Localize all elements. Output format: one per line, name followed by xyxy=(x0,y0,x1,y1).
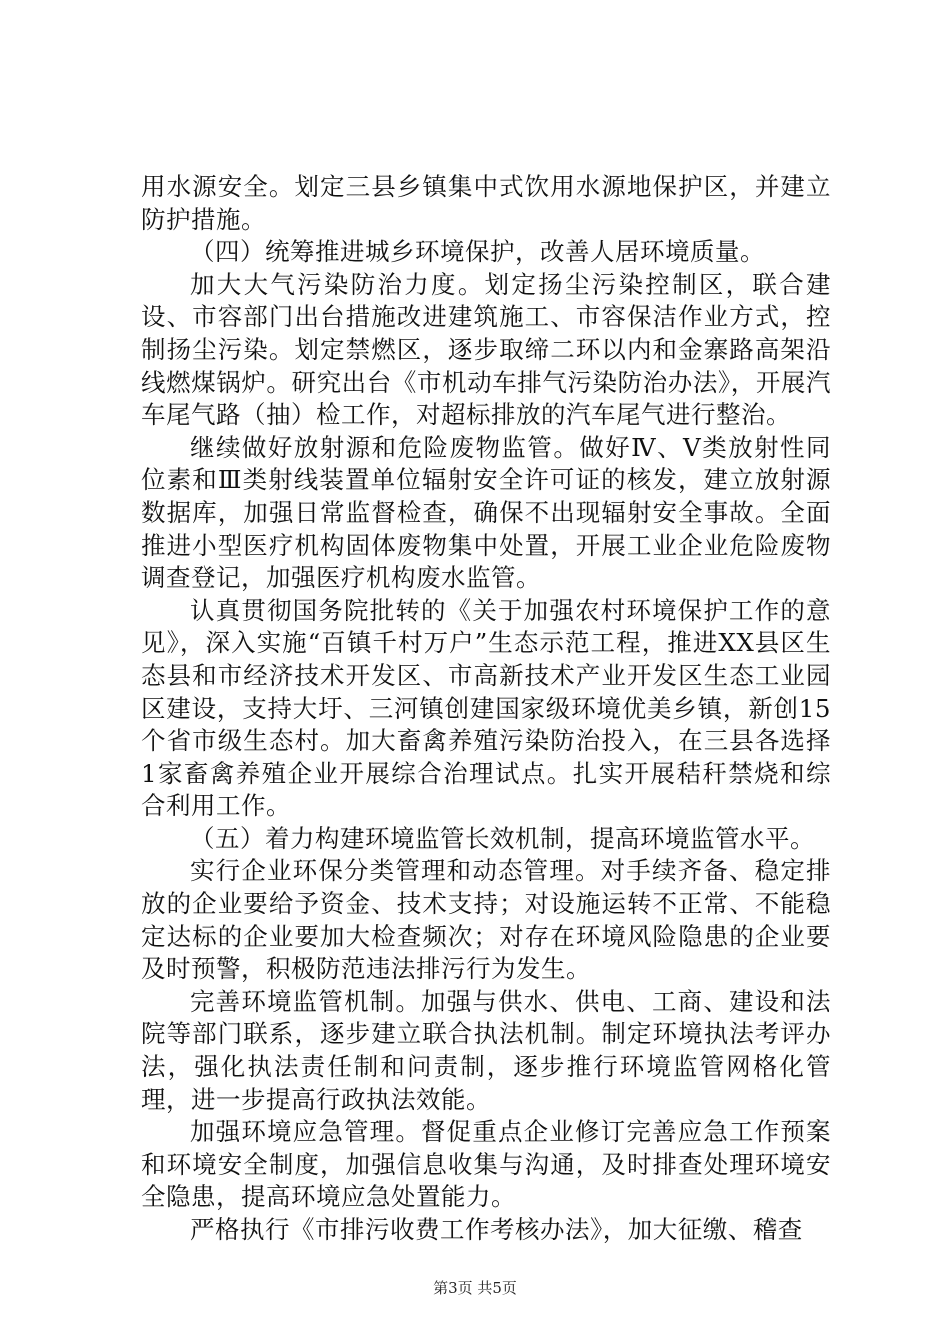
paragraph-radiation-waste: 继续做好放射源和危险废物监管。做好Ⅳ、Ⅴ类放射性同位素和Ⅲ类射线装置单位辐射安全许可证的核发，建立放射源数据库，加强日常监督检查，确保不出现辐射安全事故。全面推进小型医疗机构固体废物集中处置，开展工业企业危险废物调查登记，加强医疗机构废水监管。 xyxy=(141,432,831,593)
page-number-label: 第3页 共5页 xyxy=(433,1279,517,1297)
paragraph-continuation: 用水源安全。划定三县乡镇集中式饮用水源地保护区，并建立防护措施。 xyxy=(141,172,831,234)
paragraph-rural-environment: 认真贯彻国务院批转的《关于加强农村环境保护工作的意见》，深入实施“百镇千村万户”生态示范工程，推进XX县区生态县和市经济技术开发区、市高新技术产业开发区生态工业园区建设，支持大圩、三河镇创建国家级环境优美乡镇，新创15个省市级生态村。加大畜禽养殖污染防治投入，在三县各选择1家畜禽养殖企业开展综合治理试点。扎实开展秸秆禁烧和综合利用工作。 xyxy=(141,595,831,821)
document-body xyxy=(141,171,831,1247)
paragraph-supervision-mechanism: 完善环境监管机制。加强与供水、供电、工商、建设和法院等部门联系，逐步建立联合执法机制。制定环境执法考评办法，强化执法责任制和问责制，逐步推行环境监管网格化管理，进一步提高行政执法效能。 xyxy=(141,986,831,1114)
paragraph-fee-collection: 严格执行《市排污收费工作考核办法》，加大征缴、稽查 xyxy=(190,1215,803,1244)
section-heading-4: （四）统筹推进城乡环境保护，改善人居环境质量。 xyxy=(190,237,765,267)
paragraph-enterprise-management: 实行企业环保分类管理和动态管理。对手续齐备、稳定排放的企业要给予资金、技术支持；对设施运转不正常、不能稳定达标的企业要加大检查频次；对存在环境风险隐患的企业要及时预警，积极防范违法排污行为发生。 xyxy=(141,856,831,984)
paragraph-emergency-management: 加强环境应急管理。督促重点企业修订完善应急工作预案和环境安全制度，加强信息收集与沟通，及时排查处理环境安全隐患，提高环境应急处置能力。 xyxy=(141,1117,831,1212)
section-heading-5: （五）着力构建环境监管长效机制，提高环境监管水平。 xyxy=(190,823,815,853)
paragraph-air-pollution: 加大大气污染防治力度。划定扬尘污染控制区，联合建设、市容部门出台措施改进建筑施工、市容保洁作业方式，控制扬尘污染。划定禁燃区，逐步取缔二环以内和金寨路高架沿线燃煤锅炉。研究出台《市机动车排气污染防治办法》，开展汽车尾气路（抽）检工作，对超标排放的汽车尾气进行整治。 xyxy=(141,269,831,430)
page-footer xyxy=(0,1278,950,1298)
